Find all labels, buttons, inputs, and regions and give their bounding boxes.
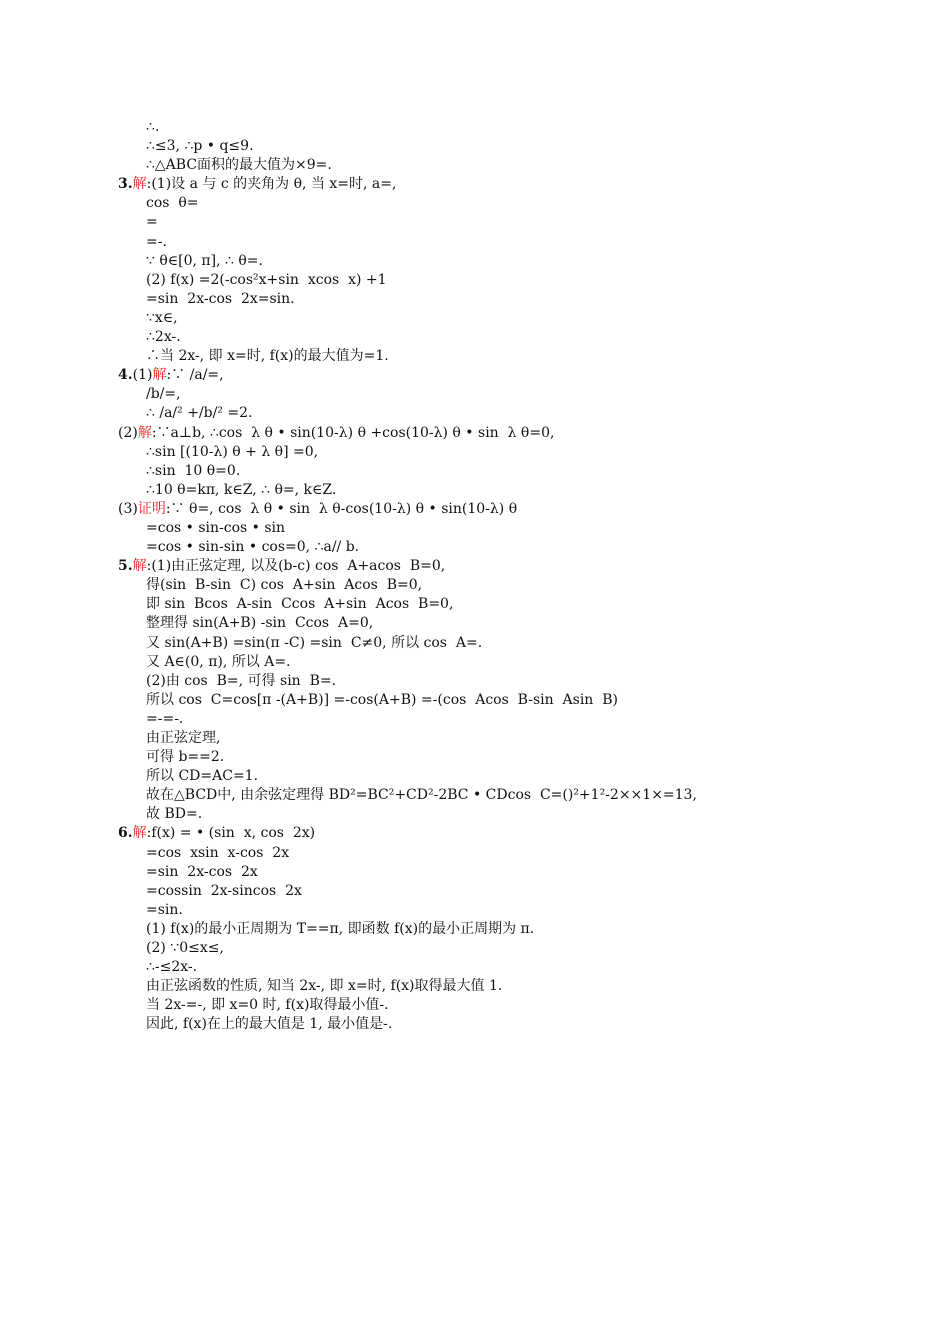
text-line <box>0 213 950 232</box>
text-line <box>0 519 950 538</box>
text-line <box>0 977 950 996</box>
problem-number: 5. <box>118 558 133 575</box>
text-line <box>0 710 950 729</box>
solution-keyword: 解 <box>152 367 167 384</box>
line-text: :∵ /a/=, <box>166 367 224 384</box>
line-text: 所以 cos C=cos[π -(A+B)] =-cos(A+B) =-(cos Acos B-sin Asin B) <box>146 691 618 708</box>
line-text: =sin 2x-cos 2x=sin. <box>146 290 295 307</box>
text-line <box>0 309 950 328</box>
line-text: 由正弦函数的性质, 知当 2x-, 即 x=时, f(x)取得最大值 1. <box>146 978 503 995</box>
text-line <box>0 500 950 519</box>
line-text: ∵ θ∈[0, π], ∴ θ=. <box>146 252 263 269</box>
line-text: =-. <box>146 233 167 250</box>
text-line <box>0 863 950 882</box>
text-line <box>0 233 950 252</box>
text-line <box>0 748 950 767</box>
text-line <box>0 844 950 863</box>
line-text: = <box>146 214 158 231</box>
text-line <box>0 653 950 672</box>
line-text: ∴. <box>146 119 160 135</box>
text-line <box>0 118 950 137</box>
text-line <box>0 1015 950 1034</box>
line-text: =cossin 2x-sincos 2x <box>146 882 302 899</box>
line-text: :(1)由正弦定理, 以及(b-c) cos A+acos B=0, <box>146 558 446 575</box>
line-text: ∴sin [(10-λ) θ + λ θ] =0, <box>146 443 319 460</box>
text-line <box>0 443 950 462</box>
line-text: ∴sin 10 θ=0. <box>146 462 241 479</box>
text-line <box>0 366 950 385</box>
line-text: 整理得 sin(A+B) -sin Ccos A=0, <box>146 615 374 632</box>
line-text: ∴当 2x-, 即 x=时, f(x)的最大值为=1. <box>146 348 389 365</box>
text-line <box>0 920 950 939</box>
text-line <box>0 252 950 271</box>
solution-keyword: 证明 <box>137 500 166 517</box>
text-line <box>0 538 950 557</box>
text-line <box>0 557 950 576</box>
line-text: 因此, f(x)在上的最大值是 1, 最小值是-. <box>146 1016 393 1033</box>
line-text: 可得 b==2. <box>146 749 225 766</box>
line-text: 故 BD=. <box>146 806 203 823</box>
solution-keyword: 解 <box>132 176 147 193</box>
line-text: ∴ /a/² +/b/² =2. <box>146 405 253 422</box>
line-text: ∴2x-. <box>146 329 181 346</box>
line-text: ∴10 θ=kπ, k∈Z, ∴ θ=, k∈Z. <box>146 481 337 498</box>
text-line <box>0 271 950 290</box>
text-line <box>0 939 950 958</box>
text-line <box>0 614 950 633</box>
line-text: =cos • sin-sin • cos=0, ∴a// b. <box>146 539 360 556</box>
line-text: ∴-≤2x-. <box>146 959 198 976</box>
line-text: ∴△ABC面积的最大值为×9=. <box>146 157 332 174</box>
line-text: /b/=, <box>146 386 181 403</box>
line-text: 又 A∈(0, π), 所以 A=. <box>146 653 291 670</box>
line-text: cos θ= <box>146 195 199 212</box>
text-line <box>0 576 950 595</box>
text-line <box>0 691 950 710</box>
line-text: 由正弦定理, <box>146 730 221 746</box>
text-line <box>0 786 950 805</box>
text-line <box>0 729 950 748</box>
problem-number: 3. <box>118 176 133 193</box>
solution-keyword: 解 <box>137 424 152 441</box>
text-line <box>0 137 950 156</box>
solution-keyword: 解 <box>132 558 147 575</box>
part-prefix: (3) <box>118 500 138 517</box>
text-line <box>0 672 950 691</box>
text-line <box>0 767 950 786</box>
text-line <box>0 634 950 653</box>
line-text: (2)由 cos B=, 可得 sin B=. <box>146 672 337 689</box>
line-text: :∵ θ=, cos λ θ • sin λ θ-cos(10-λ) θ • sin(10-λ) θ <box>165 500 518 517</box>
line-text: 又 sin(A+B) =sin(π -C) =sin C≠0, 所以 cos A=. <box>146 634 483 651</box>
text-line <box>0 824 950 843</box>
line-text: =cos xsin x-cos 2x <box>146 844 290 861</box>
text-line <box>0 194 950 213</box>
line-text: :(1)设 a 与 c 的夹角为 θ, 当 x=时, a=, <box>146 176 397 193</box>
text-line <box>0 996 950 1015</box>
line-text: 得(sin B-sin C) cos A+sin Acos B=0, <box>146 577 423 594</box>
solution-document <box>0 118 950 1035</box>
line-text: 所以 CD=AC=1. <box>146 768 259 785</box>
text-line <box>0 882 950 901</box>
line-text: =sin. <box>146 901 183 918</box>
text-line <box>0 385 950 404</box>
line-text: =-=-. <box>146 710 184 727</box>
text-line <box>0 481 950 500</box>
text-line <box>0 958 950 977</box>
line-text: :∵a⊥b, ∴cos λ θ • sin(10-λ) θ +cos(10-λ) θ • sin λ θ=0, <box>151 424 555 441</box>
line-text: 即 sin Bcos A-sin Ccos A+sin Acos B=0, <box>146 596 454 613</box>
text-line <box>0 404 950 423</box>
line-text: 当 2x-=-, 即 x=0 时, f(x)取得最小值-. <box>146 997 389 1014</box>
line-text: ∵x∈, <box>146 309 178 326</box>
line-text: (1) f(x)的最小正周期为 T==π, 即函数 f(x)的最小正周期为 π. <box>146 920 535 937</box>
text-line <box>0 595 950 614</box>
line-text: (2) ∵0≤x≤, <box>146 940 224 957</box>
text-line <box>0 424 950 443</box>
line-text: =sin 2x-cos 2x <box>146 863 258 880</box>
text-line <box>0 462 950 481</box>
line-text: (2) f(x) =2(-cos²x+sin xcos x) +1 <box>146 271 387 288</box>
text-line <box>0 156 950 175</box>
text-line <box>0 328 950 347</box>
solution-keyword: 解 <box>132 825 147 842</box>
line-text: ∴≤3, ∴p • q≤9. <box>146 138 254 155</box>
text-line <box>0 347 950 366</box>
text-line <box>0 290 950 309</box>
line-text: 故在△BCD中, 由余弦定理得 BD²=BC²+CD²-2BC • CDcos C=()²+1²-2××1×=13, <box>146 787 697 804</box>
line-text: :f(x) = • (sin x, cos 2x) <box>146 825 316 842</box>
text-line <box>0 175 950 194</box>
problem-number: 4. <box>118 367 133 384</box>
text-line <box>0 901 950 920</box>
problem-number: 6. <box>118 825 133 842</box>
part-prefix: (2) <box>118 424 138 441</box>
text-line <box>0 805 950 824</box>
line-text: =cos • sin-cos • sin <box>146 519 286 536</box>
part-prefix: (1) <box>132 367 153 384</box>
